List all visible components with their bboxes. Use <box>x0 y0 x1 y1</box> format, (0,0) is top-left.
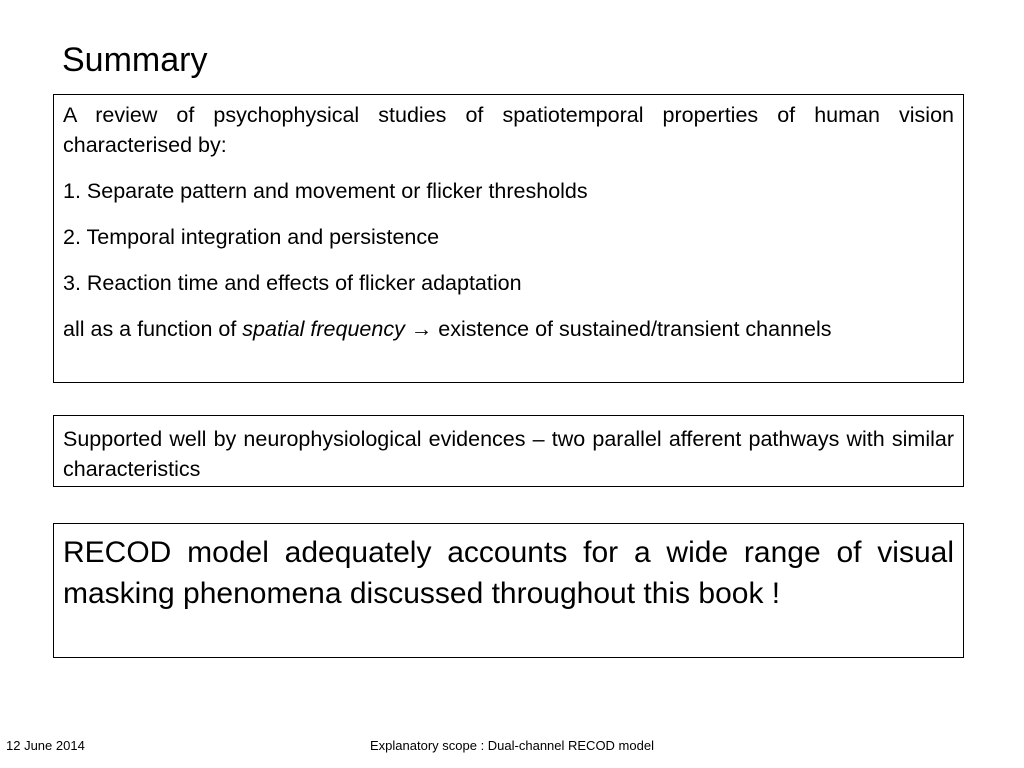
recod-model-text: RECOD model adequately accounts for a wide range of visual masking phenomena discussed throughout this book ! <box>63 536 954 610</box>
summary-review-box <box>53 94 964 383</box>
review-intro-text: A review of psychophysical studies of spatiotemporal properties of human vision characterised by: <box>63 103 954 157</box>
footer-date: 12 June 2014 <box>6 738 85 753</box>
list-item: 1. Separate pattern and movement or flicker thresholds <box>63 179 588 203</box>
recod-model-box <box>53 523 964 658</box>
neurophysiology-text: Supported well by neurophysiological evidences – two parallel afferent pathways with similar characteristics <box>63 427 954 481</box>
slide-title: Summary <box>62 41 208 79</box>
conclusion-prefix: all as a function of <box>63 317 243 341</box>
footer-caption: Explanatory scope : Dual-channel RECOD model <box>370 738 654 753</box>
review-conclusion-text <box>63 314 954 344</box>
conclusion-emphasis: spatial frequency <box>242 317 405 341</box>
conclusion-suffix: → existence of sustained/transient channels <box>404 317 832 341</box>
neurophysiology-box <box>53 415 964 487</box>
list-item: 2. Temporal integration and persistence <box>63 225 440 249</box>
list-item: 3. Reaction time and effects of flicker adaptation <box>63 271 522 295</box>
